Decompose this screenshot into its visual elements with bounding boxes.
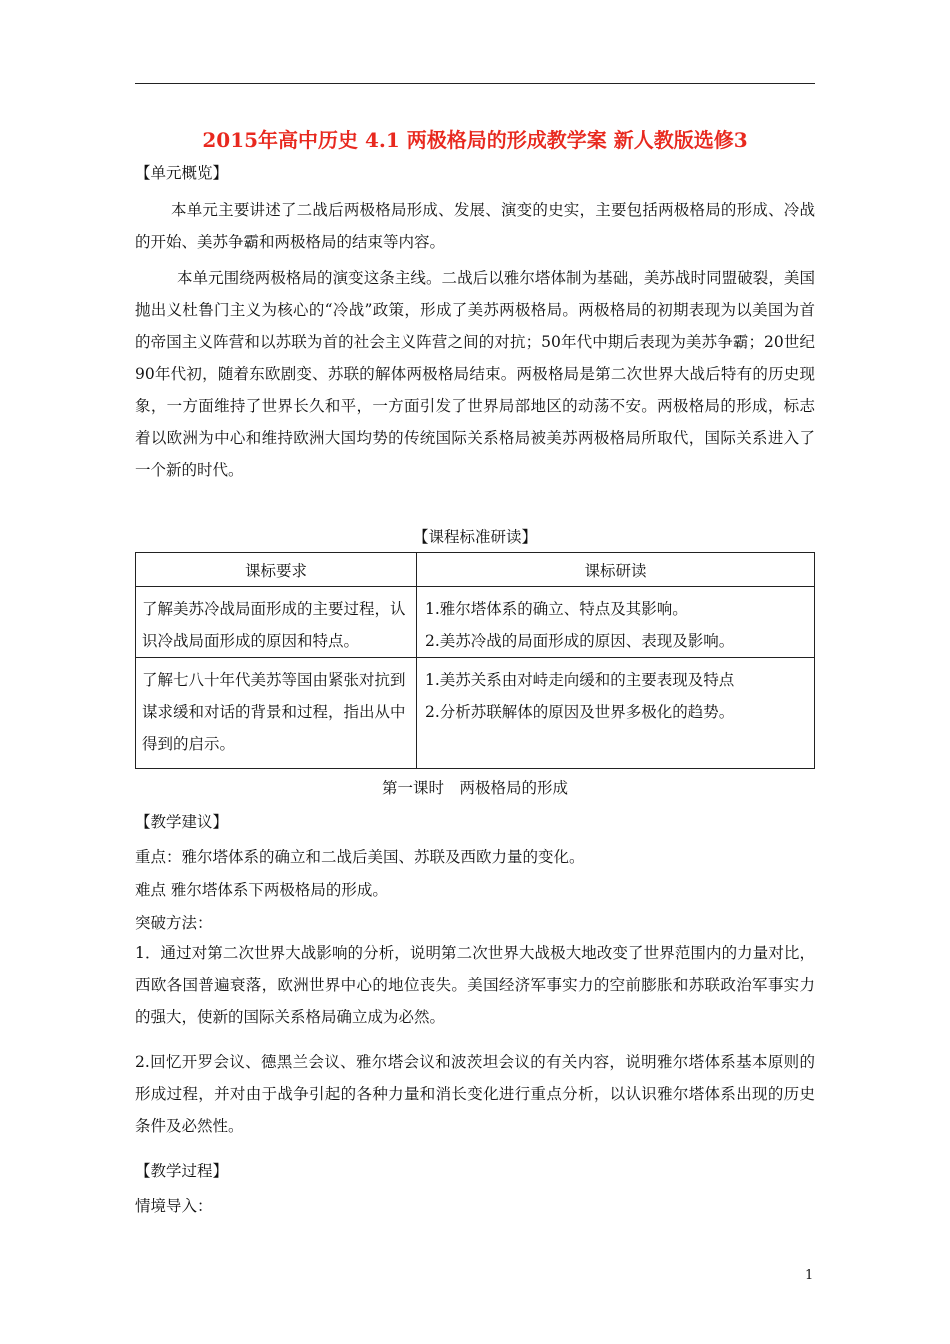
reading-item: 2.分析苏联解体的原因及世界多极化的趋势。	[425, 703, 735, 721]
table-header-row	[136, 553, 815, 587]
header-rule	[135, 83, 815, 84]
table-row	[136, 587, 815, 658]
reading-item: 1.美苏关系由对峙走向缓和的主要表现及特点	[425, 671, 735, 689]
unit-overview-paragraph-2: 本单元围绕两极格局的演变这条主线。二战后以雅尔塔体制为基础，美苏战时同盟破裂，美国抛出义杜鲁门主义为核心的“冷战”政策，形成了美苏两极格局。两极格局的初期表现为以美国为首的帝国主义阵营和以苏联为首的社会主义阵营之间的对抗；50年代中期后表现为美苏争霸；20世纪90年代初，随着东欧剧变、苏联的解体两极格局结束。两极格局是第二次世界大战后特有的历史现象，一方面维持了世界长久和平，一方面引发了世界局部地区的动荡不安。两极格局的形成，标志着以欧洲为中心和维持欧洲大国均势的传统国际关系格局被美苏两极格局所取代，国际关系进入了一个新的时代。	[135, 269, 815, 479]
curriculum-table	[135, 552, 815, 769]
curriculum-heading: 【课程标准研读】	[412, 528, 537, 546]
requirement-text: 了解七八十年代美苏等国由紧张对抗到谋求缓和对话的背景和过程，指出从中得到的启示。	[142, 671, 406, 753]
requirement-cell	[136, 587, 417, 658]
lesson-title: 第一课时 两极格局的形成	[381, 779, 568, 797]
reading-cell	[417, 587, 815, 658]
unit-overview-paragraph-1: 本单元主要讲述了二战后两极格局形成、发展、演变的史实，主要包括两极格局的形成、冷战的开始、美苏争霸和两极格局的结束等内容。	[135, 201, 815, 251]
difficulty: 难点 雅尔塔体系下两极格局的形成。	[135, 881, 388, 899]
reading-item: 2.美苏冷战的局面形成的原因、表现及影响。	[425, 632, 735, 650]
teaching-advice-heading: 【教学建议】	[135, 813, 229, 831]
column-header-reading: 课标研读	[417, 553, 815, 587]
situation-intro: 情境导入：	[135, 1197, 213, 1215]
method-label: 突破方法：	[135, 914, 213, 932]
teaching-process-heading: 【教学过程】	[135, 1162, 229, 1180]
key-point: 重点：雅尔塔体系的确立和二战后美国、苏联及西欧力量的变化。	[135, 848, 585, 866]
requirement-cell	[136, 658, 417, 769]
page-number: 1	[805, 1268, 814, 1283]
method-1: 1．通过对第二次世界大战影响的分析，说明第二次世界大战极大地改变了世界范围内的力量对比，西欧各国普遍衰落，欧洲世界中心的地位丧失。美国经济军事实力的空前膨胀和苏联政治军事实力的强大，使新的国际关系格局确立成为必然。	[135, 944, 815, 1026]
requirement-text: 了解美苏冷战局面形成的主要过程，认识冷战局面形成的原因和特点。	[142, 600, 406, 650]
column-header-requirement: 课标要求	[136, 553, 417, 587]
unit-overview-heading: 【单元概览】	[135, 164, 229, 182]
reading-item: 1.雅尔塔体系的确立、特点及其影响。	[425, 600, 688, 618]
document-title: 2015年高中历史 4.1 两极格局的形成教学案 新人教版选修3	[202, 128, 748, 152]
reading-cell	[417, 658, 815, 769]
method-2: 2.回忆开罗会议、德黑兰会议、雅尔塔会议和波茨坦会议的有关内容，说明雅尔塔体系基本原则的形成过程，并对由于战争引起的各种力量和消长变化进行重点分析，以认识雅尔塔体系出现的历史条件及必然性。	[135, 1053, 815, 1135]
table-row	[136, 658, 815, 769]
